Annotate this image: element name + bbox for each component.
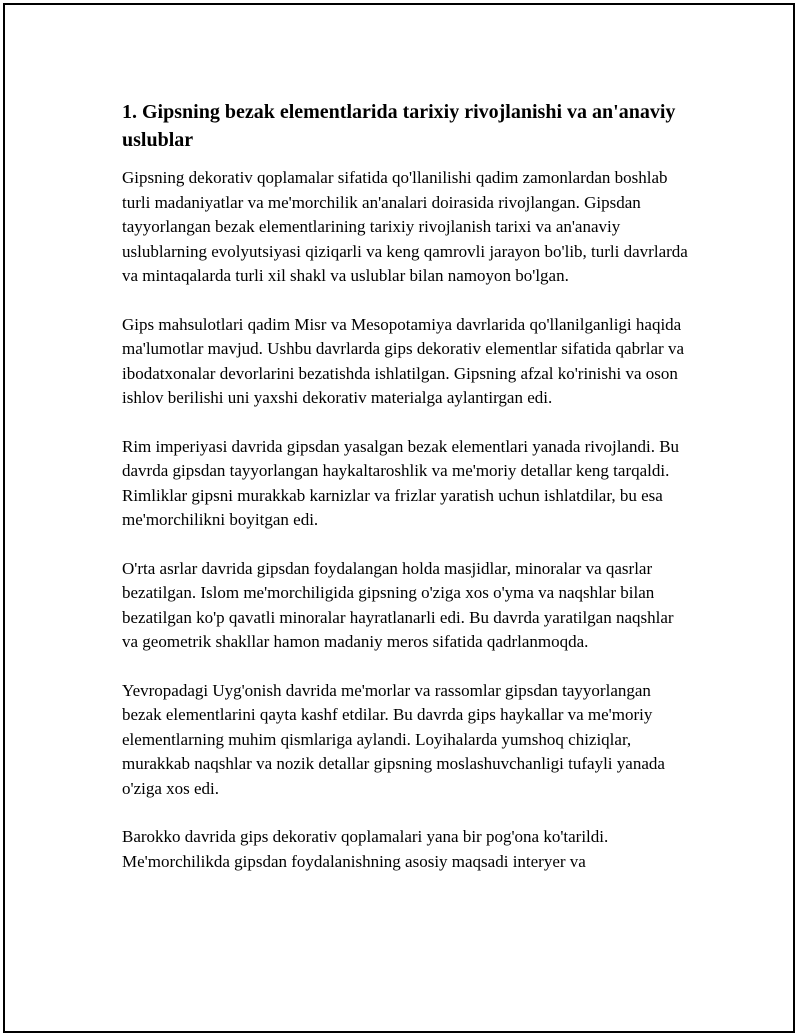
section-heading: 1. Gipsning bezak elementlarida tarixiy rivojlanishi va an'anaviy uslublar: [122, 101, 676, 151]
page-frame: [3, 3, 795, 1033]
paragraph: Barokko davrida gips dekorativ qoplamalari yana bir pog'ona ko'tarildi. Me'morchilikda gipsdan foydalanishning asosiy maqsadi interyer va: [122, 827, 609, 871]
paragraph: Gips mahsulotlari qadim Misr va Mesopotamiya davrlarida qo'llanilganligi haqida ma'lumotlar mavjud. Ushbu davrlarda gips dekorativ elementlar sifatida qabrlar va ibodatxonalar devorlarini bezatishda ishlatilgan. Gipsning afzal ko'rinishi va oson ishlov berilishi uni yaxshi dekorativ materialga aylantirgan edi.: [122, 314, 684, 407]
document-body: [122, 98, 692, 874]
paragraph: Rim imperiyasi davrida gipsdan yasalgan bezak elementlari yanada rivojlandi. Bu davrda gipsdan tayyorlangan haykaltaroshlik va me'moriy detallar keng tarqaldi. Rimliklar gipsni murakkab karnizlar va frizlar yaratish uchun ishlatdilar, bu esa me'morchilikni boyitgan edi.: [122, 436, 680, 529]
paragraph: Gipsning dekorativ qoplamalar sifatida qo'llanilishi qadim zamonlardan boshlab turli madaniyatlar va me'morchilik an'analari doirasida rivojlangan. Gipsdan tayyorlangan bezak elementlarining tarixiy rivojlanish tarixi va an'anaviy uslublarning evolyutsiyasi qiziqarli va keng qamrovli jarayon bo'lib, turli davrlarda va mintaqalarda turli xil shakl va uslublar bilan namoyon bo'lgan.: [122, 168, 688, 285]
paragraph: O'rta asrlar davrida gipsdan foydalangan holda masjidlar, minoralar va qasrlar bezatilgan. Islom me'morchiligida gipsning o'ziga xos o'yma va naqshlar bilan bezatilgan ko'p qavatli minoralar hayratlanarli edi. Bu davrda yaratilgan naqshlar va geometrik shakllar hamon madaniy meros sifatida qadrlanmoqda.: [122, 558, 674, 651]
paragraph: Yevropadagi Uyg'onish davrida me'morlar va rassomlar gipsdan tayyorlangan bezak elementlarini qayta kashf etdilar. Bu davrda gips haykallar va me'moriy elementlarning muhim qismlariga aylandi. Loyihalarda yumshoq chiziqlar, murakkab naqshlar va nozik detallar gipsning moslashuvchanligi tufayli yanada o'ziga xos edi.: [122, 680, 665, 798]
